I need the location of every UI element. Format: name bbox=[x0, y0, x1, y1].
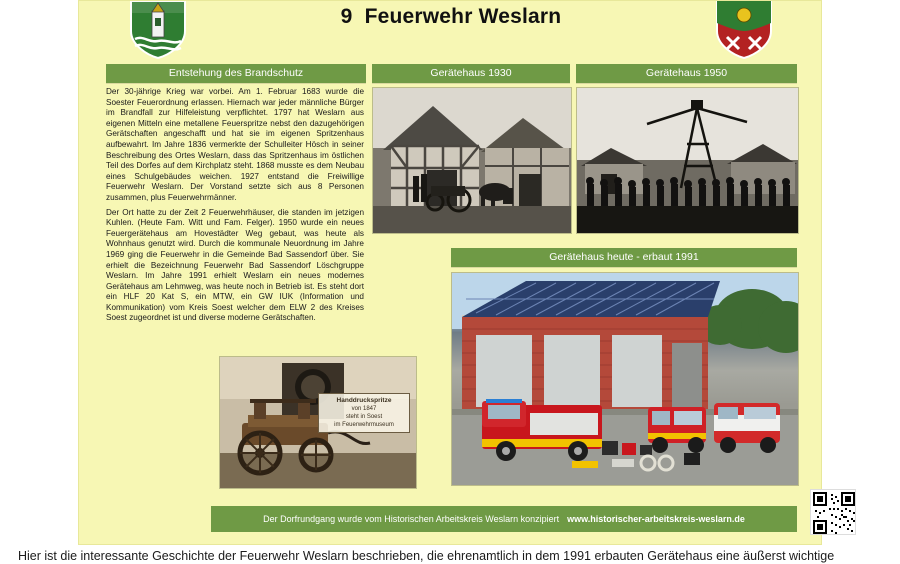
photo-geraetehaus-heute-image bbox=[452, 273, 798, 485]
page-title bbox=[79, 5, 823, 29]
section-heading-geraetehaus-1930: Gerätehaus 1930 bbox=[372, 64, 570, 83]
photo-geraetehaus-heute bbox=[451, 272, 799, 486]
footer-text: Der Dorfrundgang wurde vom Historischen Arbeitskreis Weslarn konzipiert bbox=[263, 514, 560, 524]
history-paragraph-1: Der 30-jährige Krieg war vorbei. Am 1. Februar 1683 wurde die Soester Feuerordnung erlassen. Hiernach war jeder männliche Bürger im Brandfall zur Hilfeleistung verpflichtet. 1797 hat Weslarn aus eigenen Mitteln eine metallene Feuerspritze nebst den dazugehörigen Gerätschaften angeschafft und hat sie im eigenen Spritzenhaus aufbewahrt. Im Jahre 1836 vermerkte der Schulleiter Hösch in seiner Beschreibung des Ortes Weslarn, dass das Spritzenhaus im östlichen Teil des Dorfes auf dem Kirchplatz steht. 1868 musste es dem Neubau eines Schulgebäudes weichen. 1927 entstand die Freiwillige Feuerwehr Weslarn. Der Vorstand setzte sich aus 8 Personen zusammen, plus Feuerwehrmänner. bbox=[106, 87, 364, 202]
photo-geraetehaus-1950-image bbox=[577, 88, 798, 233]
section-heading-geraetehaus-heute: Gerätehaus heute - erbaut 1991 bbox=[451, 248, 797, 267]
photo-handdruckspritze-image bbox=[220, 357, 416, 488]
overlay-line-1: Handdruckspritze bbox=[336, 397, 392, 404]
section-heading-entstehung: Entstehung des Brandschutz bbox=[106, 64, 366, 83]
history-text bbox=[106, 87, 364, 324]
overlay-line-3: steht in Soest bbox=[345, 414, 383, 420]
image-caption: Hier ist die interessante Geschichte der Feuerwehr Weslarn beschrieben, die ehrenamtlich in dem 1991 erbauten Gerätehaus eine äußerst wichtige bbox=[18, 549, 835, 563]
overlay-line-2: von 1847 bbox=[351, 406, 377, 412]
page-title-text: Feuerwehr Weslarn bbox=[364, 5, 562, 28]
qr-code[interactable] bbox=[810, 489, 856, 535]
footer-url[interactable]: www.historischer-arbeitskreis-weslarn.de bbox=[567, 514, 745, 524]
section-heading-geraetehaus-1950: Gerätehaus 1950 bbox=[576, 64, 797, 83]
photo-geraetehaus-1930 bbox=[372, 87, 572, 234]
overlay-line-4: im Feuerwehrmuseum bbox=[334, 422, 394, 428]
history-paragraph-2: Der Ort hatte zu der Zeit 2 Feuerwehrhäuser, die standen im jetzigen Kuhlen. (Heute Fam. Witt und Fam. Felger). 1950 wurde ein neues Feuergerätehaus am Hovestädter Weg gebaut, was heute als Wohnhaus genutzt wird. Durch die kommunale Neuordnung im Jahre 1969 ging die Feuerwehr in die Gemeinde Bad Sassendorf über. Sie erhielt die Bezeichnung Feuerwehr Bad Sassendorf Löschgruppe Weslarn. Im Jahre 1991 erhielt Weslarn ein neues modernes Gerätehaus am Lehmweg, was heute noch in Betrieb ist. Es steht dort ein HLF 20 Kat S, ein MTW, ein GW IUK (Information und Kommunikation) vom Kreis Soest welcher dem ELW 2 des Kreises Soest zugeordnet ist und diverse moderne Gerätschaften. bbox=[106, 207, 364, 323]
info-board bbox=[78, 0, 822, 545]
photo-geraetehaus-1930-image bbox=[373, 88, 571, 233]
photo-caption-overlay bbox=[318, 393, 410, 433]
footer-bar bbox=[211, 506, 797, 532]
photo-geraetehaus-1950 bbox=[576, 87, 799, 234]
photo-handdruckspritze bbox=[219, 356, 417, 489]
page-title-number: 9 bbox=[340, 5, 353, 28]
